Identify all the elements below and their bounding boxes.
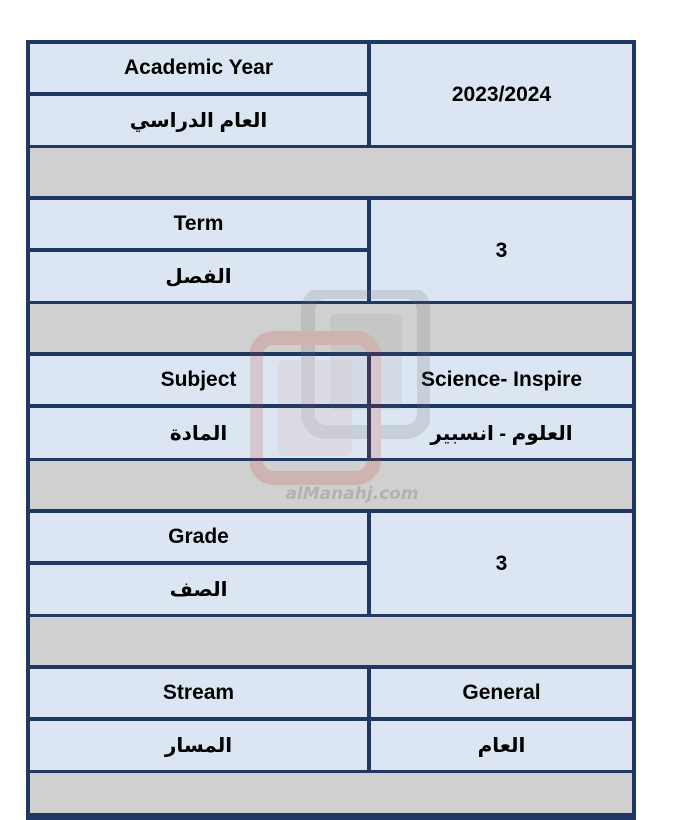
subject-label-ar: المادة [30,408,367,458]
term-label-ar: الفصل [30,252,367,301]
stream-label-en: Stream [30,669,367,717]
academic-year-label-en: Academic Year [30,44,367,92]
academic-year-value: 2023/2024 [371,44,632,145]
subject-value-en: Science- Inspire [371,356,632,404]
grade-value: 3 [371,513,632,614]
term-label-en: Term [30,200,367,248]
separator-row [30,304,632,352]
subject-label-en: Subject [30,356,367,404]
separator-row [30,617,632,665]
stream-value-en: General [371,669,632,717]
separator-row [30,148,632,196]
subject-value-ar: العلوم - انسبير [371,408,632,458]
watermark-text: alManahj.com [285,484,419,504]
term-value: 3 [371,200,632,301]
stream-label-ar: المسار [30,721,367,770]
academic-year-label-ar: العام الدراسي [30,96,367,145]
separator-row [30,773,632,813]
grade-label-ar: الصف [30,565,367,614]
grade-label-en: Grade [30,513,367,561]
stream-value-ar: العام [371,721,632,770]
